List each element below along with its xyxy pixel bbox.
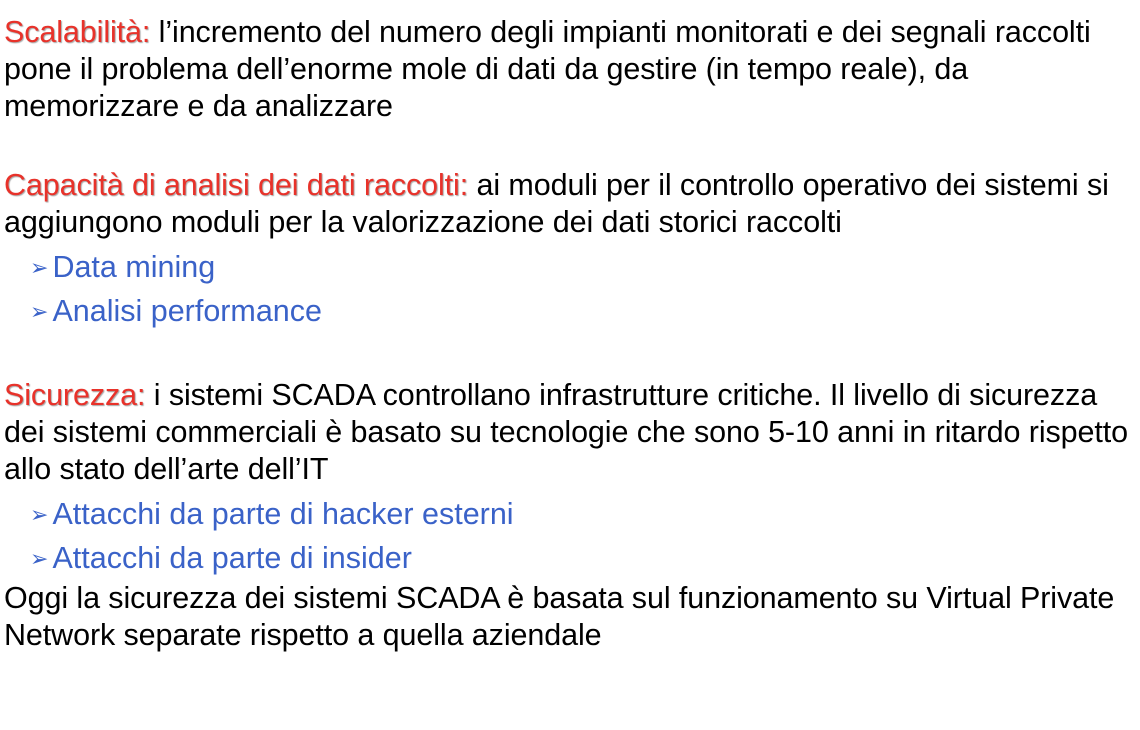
text-scalability: l’incremento del numero degli impianti monitorati e dei segnali raccolti pone il problema dell’enorme mole di dati da gestire (in tempo reale), da memorizzare e da analizzare	[4, 15, 1091, 123]
text-analysis: ai moduli per il controllo operativo dei sistemi si aggiungono moduli per la valorizzazione dei dati storici raccolti	[4, 168, 1109, 239]
arrow-bullet-icon: ➢	[30, 299, 49, 324]
list-item	[30, 289, 1134, 333]
arrow-bullet-icon: ➢	[30, 255, 49, 280]
arrow-bullet-icon: ➢	[30, 502, 49, 527]
keyword-analysis: Capacità di analisi dei dati raccolti:	[4, 168, 469, 202]
slide-content	[4, 14, 1134, 654]
keyword-scalability: Scalabilità:	[4, 15, 151, 49]
paragraph-analysis	[4, 167, 1134, 241]
list-item	[30, 492, 1134, 536]
list-item	[30, 536, 1134, 580]
spacer	[4, 333, 1134, 377]
text-security: i sistemi SCADA controllano infrastrutture critiche. Il livello di sicurezza dei sistemi commerciali è basato su tecnologie che sono 5-10 anni in ritardo rispetto allo stato dell’arte dell’IT	[4, 378, 1128, 486]
paragraph-scalability	[4, 14, 1134, 125]
paragraph-closing: Oggi la sicurezza dei sistemi SCADA è basata sul funzionamento su Virtual Private Network separate rispetto a quella aziendale	[4, 581, 1115, 652]
list-item	[30, 245, 1134, 289]
spacer	[4, 125, 1134, 167]
arrow-bullet-icon: ➢	[30, 546, 49, 571]
bullet-hacker-esterni: Attacchi da parte di hacker esterni	[52, 497, 514, 531]
keyword-security: Sicurezza:	[4, 378, 146, 412]
paragraph-security	[4, 377, 1134, 488]
bullet-insider: Attacchi da parte di insider	[52, 541, 412, 575]
bullet-analisi-performance: Analisi performance	[52, 294, 322, 328]
bullet-data-mining: Data mining	[52, 250, 216, 284]
